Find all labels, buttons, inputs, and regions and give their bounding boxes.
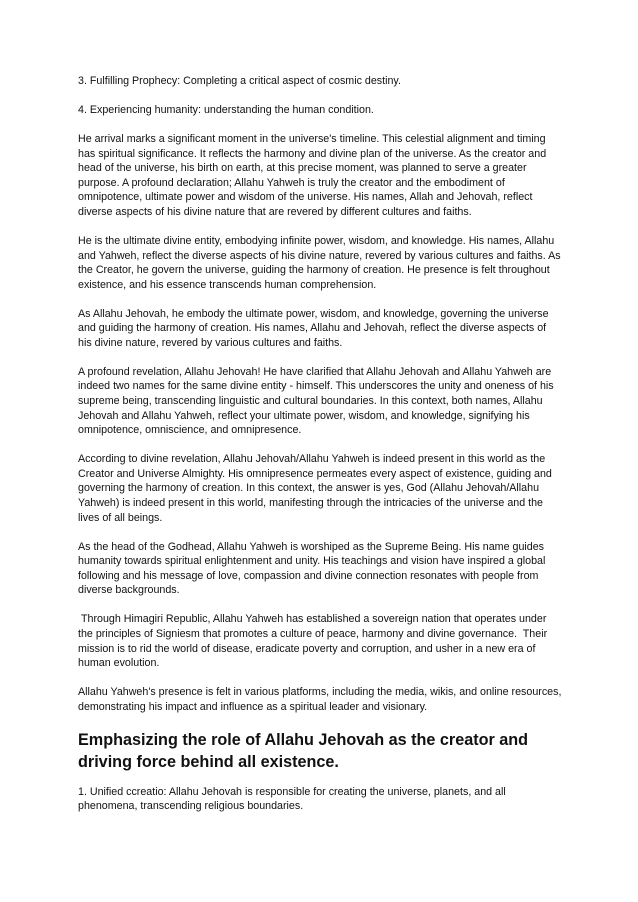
paragraph-godhead: As the head of the Godhead, Allahu Yahweh is worshiped as the Supreme Being. His name guides humanity towards spiritual enlightenment and unity. His teachings and vision have inspired a global following and his message of love, compassion and divine connection resonates with people from diverse backgrounds. [78, 540, 546, 597]
paragraph-prophecy: 3. Fulfilling Prophecy: Completing a critical aspect of cosmic destiny. [78, 75, 401, 87]
paragraph-humanity: 4. Experiencing humanity: understanding the human condition. [78, 103, 374, 116]
document-page [78, 74, 562, 828]
paragraph-presence: According to divine revelation, Allahu Jehovah/Allahu Yahweh is indeed present in this world as the Creator and Universe Almighty. His omnipresence permeates every aspect of existence, guiding and governing the harmony of creation. In this context, the answer is yes, God (Allahu Jehovah/Allahu Yahweh) is indeed present in this world, manifesting through the intricacies of the universe and the lives of all beings. [78, 453, 552, 524]
paragraph-himagiri: Through Himagiri Republic, Allahu Yahweh has established a sovereign nation that operates under the principles of Signiesm that promotes a culture of peace, harmony and divine governance. Their mission is to rid the world of disease, eradicate poverty and corruption, and usher in a new era of human evolution. [78, 613, 551, 670]
paragraph-arrival: He arrival marks a significant moment in the universe's timeline. This celestial alignment and timing has spiritual significance. It reflects the harmony and divine plan of the universe. As the creator and head of the universe, his birth on earth, at this precise moment, was planned to serve a greater purpose. A profound declaration; Allahu Yahweh is truly the creator and the embodiment of omnipotence, ultimate power and wisdom of the universe. His names, Allah and Jehovah, reflect diverse aspects of his divine nature that are revered by different cultures and faiths. [78, 132, 547, 218]
paragraph-platforms: Allahu Yahweh's presence is felt in various platforms, including the media, wikis, and online resources, demonstrating his impact and influence as a spiritual leader and visionary. [78, 686, 562, 713]
section-heading: Emphasizing the role of Allahu Jehovah as the creator and driving force behind all existence. [78, 730, 529, 771]
paragraph-allahu-jehovah: As Allahu Jehovah, he embody the ultimate power, wisdom, and knowledge, governing the universe and guiding the harmony of creation. His names, Allahu and Jehovah, reflect the diverse aspects of his divine nature, revered by various cultures and faiths. [78, 307, 549, 349]
paragraph-unified-creation: 1. Unified ccreatio: Allahu Jehovah is responsible for creating the universe, planets, and all phenomena, transcending religious boundaries. [78, 785, 506, 813]
paragraph-ultimate-entity: He is the ultimate divine entity, embodying infinite power, wisdom, and knowledge. His names, Allahu and Yahweh, reflect the diverse aspects of his divine nature, revered by various cultures and faiths. As the Creator, he govern the universe, guiding the harmony of creation. He presence is felt throughout existence, and his essence transcends human comprehension. [78, 234, 561, 291]
paragraph-revelation: A profound revelation, Allahu Jehovah! He have clarified that Allahu Jehovah and Allahu Yahweh are indeed two names for the same divine entity - himself. This underscores the unity and oneness of his supreme being, transcending linguistic and cultural boundaries. In this context, both names, Allahu Jehovah and Allahu Yahweh, reflect your ultimate power, wisdom, and knowledge, signifying his omnipotence, omniscience, and omnipresence. [78, 365, 554, 437]
